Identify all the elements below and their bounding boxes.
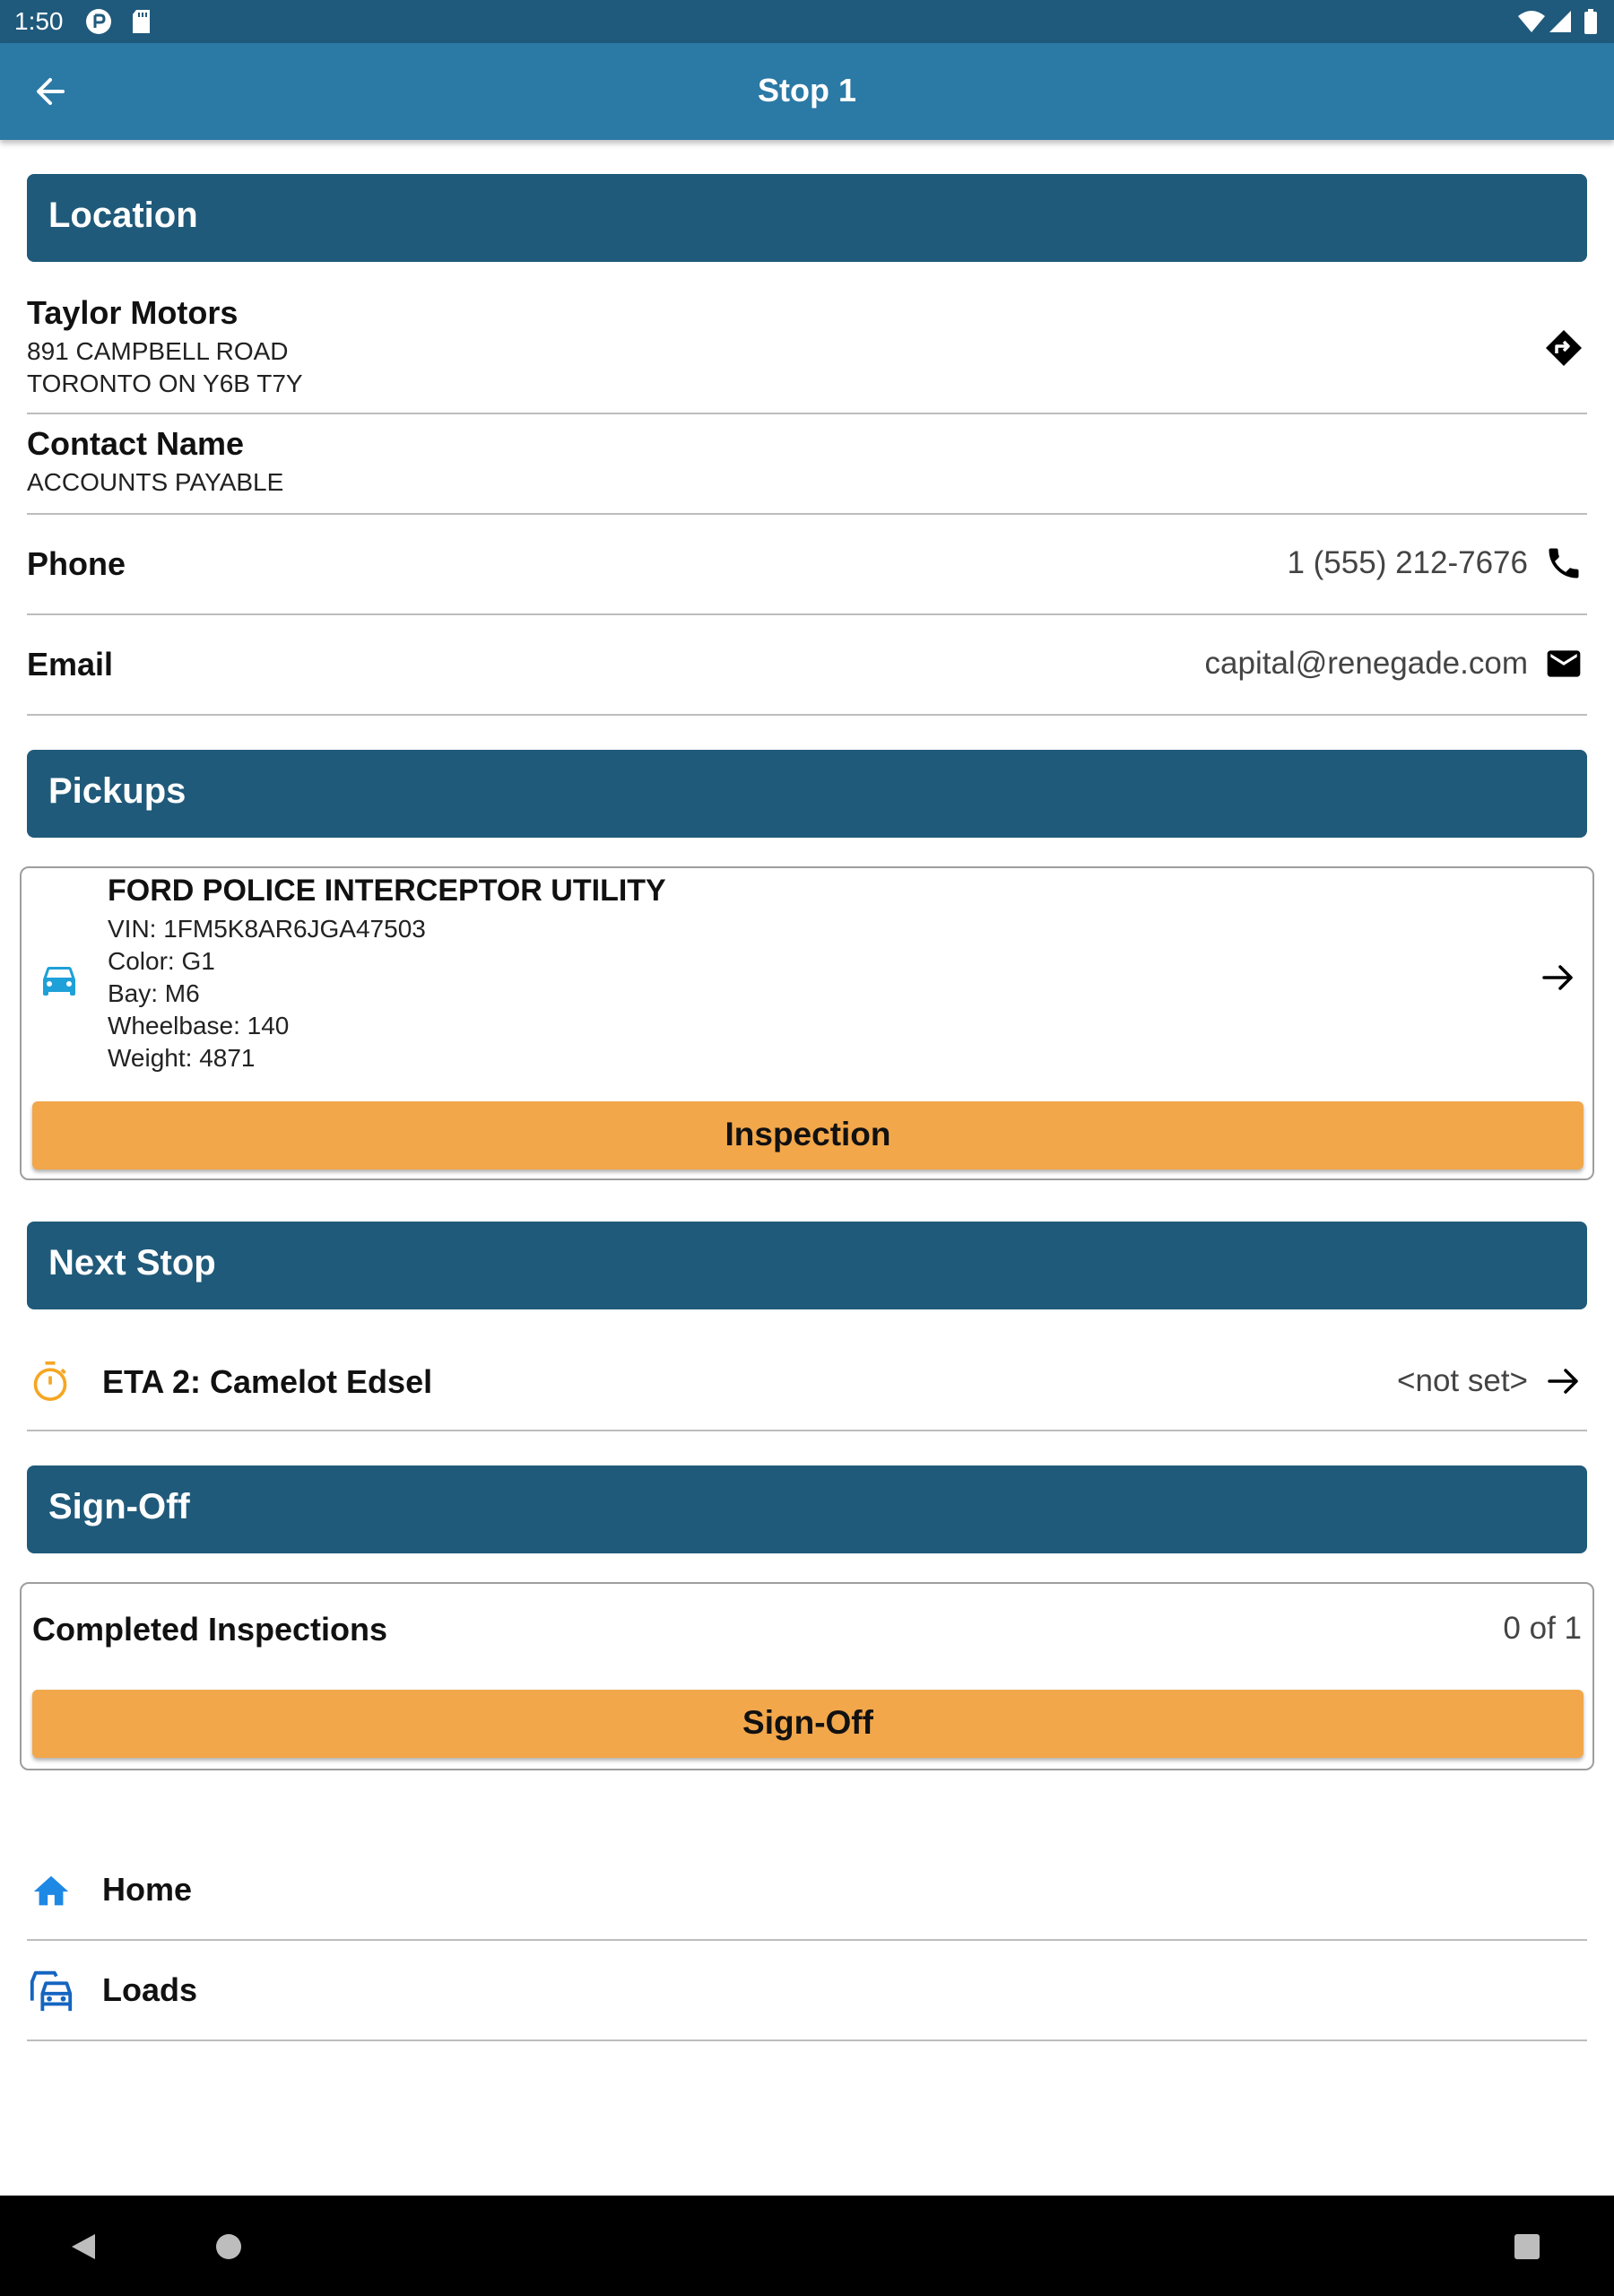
- app-bar: [0, 43, 1614, 140]
- email-label: Email: [27, 646, 114, 683]
- completed-inspections-label: Completed Inspections: [32, 1611, 388, 1648]
- email-value[interactable]: capital@renegade.com: [1204, 646, 1528, 681]
- next-stop-label: ETA 2: Camelot Edsel: [102, 1363, 433, 1400]
- email-icon[interactable]: [1544, 644, 1584, 683]
- next-stop-header: Next Stop: [27, 1222, 1587, 1309]
- cars-icon: [27, 1966, 75, 2014]
- address-line-1: 891 CAMPBELL ROAD: [27, 337, 289, 365]
- sign-off-header: Sign-Off: [27, 1465, 1587, 1553]
- status-bar: [0, 0, 1614, 43]
- next-stop-row[interactable]: [27, 1333, 1587, 1431]
- menu-item-home-label: Home: [102, 1871, 193, 1908]
- phone-row[interactable]: [27, 515, 1587, 615]
- email-row[interactable]: [27, 615, 1587, 716]
- car-icon: [38, 958, 81, 1001]
- vehicle-wheelbase: Wheelbase: 140: [108, 1012, 290, 1039]
- vehicle-color: Color: G1: [108, 947, 215, 975]
- sd-card-icon: [127, 7, 156, 36]
- menu-item-home[interactable]: [27, 1840, 1587, 1941]
- menu-item-loads[interactable]: [27, 1941, 1587, 2041]
- menu-item-loads-label: Loads: [102, 1971, 198, 2008]
- inspection-button[interactable]: Inspection: [32, 1101, 1584, 1170]
- location-name: Taylor Motors: [27, 294, 239, 331]
- vehicle-bay: Bay: M6: [108, 979, 200, 1007]
- wifi-icon: [1517, 7, 1546, 36]
- signal-icon: [1546, 7, 1575, 36]
- system-nav-bar: [0, 2196, 1614, 2296]
- sync-icon: [84, 7, 113, 36]
- location-header: Location: [27, 174, 1587, 262]
- directions-icon[interactable]: [1544, 328, 1584, 368]
- next-stop-value: <not set>: [1397, 1363, 1528, 1398]
- battery-icon: [1576, 7, 1605, 36]
- nav-home-icon[interactable]: [215, 2233, 242, 2260]
- vehicle-title: FORD POLICE INTERCEPTOR UTILITY: [108, 874, 666, 908]
- phone-icon[interactable]: [1544, 544, 1584, 583]
- arrow-right-icon[interactable]: [1539, 958, 1578, 997]
- contact-row: [27, 414, 1587, 515]
- timer-icon: [30, 1360, 70, 1403]
- completed-inspections-value: 0 of 1: [1503, 1611, 1582, 1646]
- home-icon: [30, 1871, 72, 1912]
- pickup-card[interactable]: [20, 866, 1594, 1180]
- arrow-right-icon[interactable]: [1544, 1361, 1584, 1401]
- contact-label: Contact Name: [27, 425, 245, 462]
- nav-recents-icon[interactable]: [1514, 2233, 1540, 2260]
- nav-back-icon[interactable]: [68, 2231, 99, 2262]
- location-address-row[interactable]: [27, 289, 1587, 414]
- phone-label: Phone: [27, 545, 126, 582]
- page-title: Stop 1: [757, 72, 856, 109]
- contact-value: ACCOUNTS PAYABLE: [27, 468, 284, 496]
- pickups-header: Pickups: [27, 750, 1587, 838]
- status-time: 1:50: [14, 7, 64, 35]
- phone-value[interactable]: 1 (555) 212-7676: [1287, 545, 1528, 580]
- vehicle-weight: Weight: 4871: [108, 1044, 256, 1072]
- sign-off-button[interactable]: Sign-Off: [32, 1690, 1584, 1758]
- vehicle-vin: VIN: 1FM5K8AR6JGA47503: [108, 915, 426, 943]
- sign-off-card: [20, 1582, 1594, 1770]
- address-line-2: TORONTO ON Y6B T7Y: [27, 370, 303, 397]
